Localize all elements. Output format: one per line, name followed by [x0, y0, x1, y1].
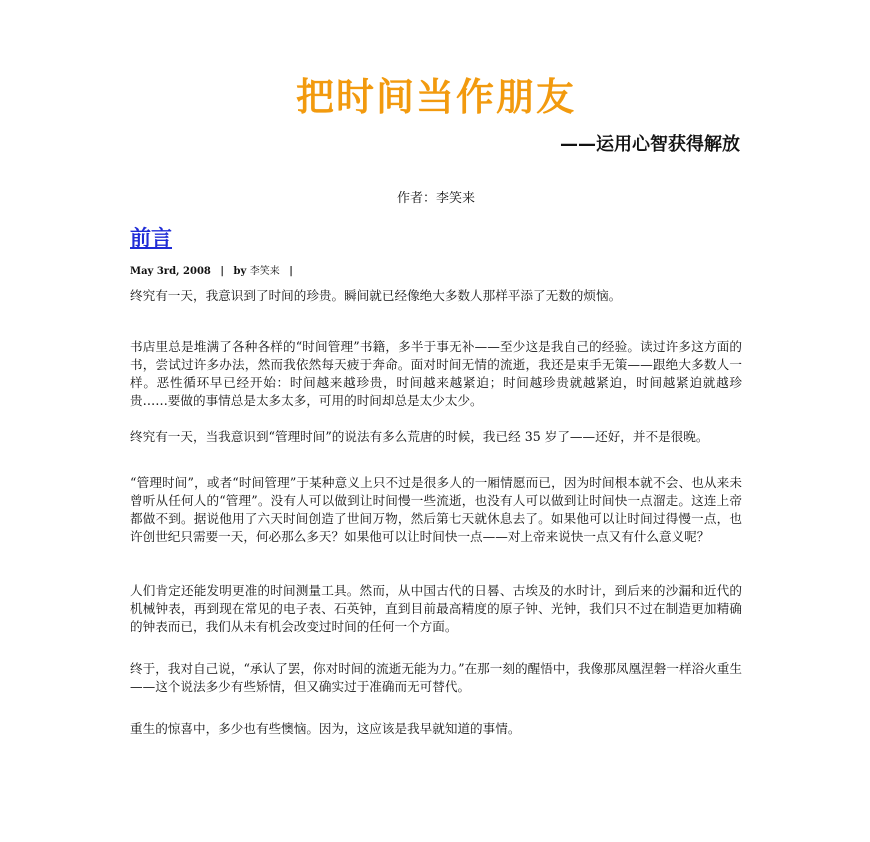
author-name: 李笑来 — [249, 266, 280, 277]
section-title-preface: 前言 — [130, 226, 172, 250]
document-page — [130, 0, 742, 842]
paragraph-5: 人们肯定还能发明更准的时间测量工具。然而，从中国古代的日晷、古埃及的水时计，到后来的沙漏和近代的机械钟表，再到现在常见的电子表、石英钟，直到目前最高精度的原子钟、光钟，我们只不过在制造更加精确的钟表而已，我们从未有机会改变过时间的任何一个方面。 — [130, 583, 742, 634]
paragraph-1: 终究有一天，我意识到了时间的珍贵。瞬间就已经像绝大多数人那样平添了无数的烦恼。 — [130, 288, 622, 303]
paragraph-4: “管理时间”，或者“时间管理”于某种意义上只不过是很多人的一厢情愿而已，因为时间根本就不会、也从来未曾听从任何人的“管理”。没有人可以做到让时间慢一些流逝，也没有人可以做到让时间快一点溜走。这连上帝都做不到。据说他用了六天时间创造了世间万物，然后第七天就休息去了。如果他可以让时间过得慢一点，也许创世纪只需要一天，何必那么多天？如果他可以让时间快一点——对上帝来说快一点又有什么意义呢？ — [130, 475, 742, 544]
paragraph-7: 重生的惊喜中，多少也有些懊恼。因为，这应该是我早就知道的事情。 — [130, 721, 521, 736]
post-date: May 3rd, 2008 — [130, 266, 211, 277]
post-meta — [130, 265, 299, 279]
paragraph-2: 书店里总是堆满了各种各样的“时间管理”书籍，多半于事无补——至少这是我自己的经验。读过许多这方面的书，尝试过许多办法，然而我依然每天疲于奔命。面对时间无情的流逝，我还是束手无策——跟绝大多数人一样。恶性循环早已经开始：时间越来越珍贵，时间越来越紧迫；时间越珍贵就越紧迫，时间越紧迫就越珍贵……要做的事情总是太多太多，可用的时间却总是太少太少。 — [130, 339, 742, 408]
meta-separator: | — [220, 266, 224, 277]
author-line: 作者：李笑来 — [396, 191, 475, 206]
paragraph-6: 终于，我对自己说，“承认了罢，你对时间的流逝无能为力。”在那一刻的醒悟中，我像那凤凰涅磐一样浴火重生——这个说法多少有些矫情，但又确实过于准确而无可替代。 — [130, 661, 742, 694]
paragraph-3: 终究有一天，当我意识到“管理时间”的说法有多么荒唐的时候，我已经 35 岁了——还好，并不是很晚。 — [130, 429, 709, 444]
meta-trailing-separator: | — [289, 266, 293, 277]
document-subtitle: ——运用心智获得解放 — [560, 134, 740, 155]
document-title: 把时间当作朋友 — [295, 75, 576, 119]
by-label: by — [233, 266, 247, 277]
